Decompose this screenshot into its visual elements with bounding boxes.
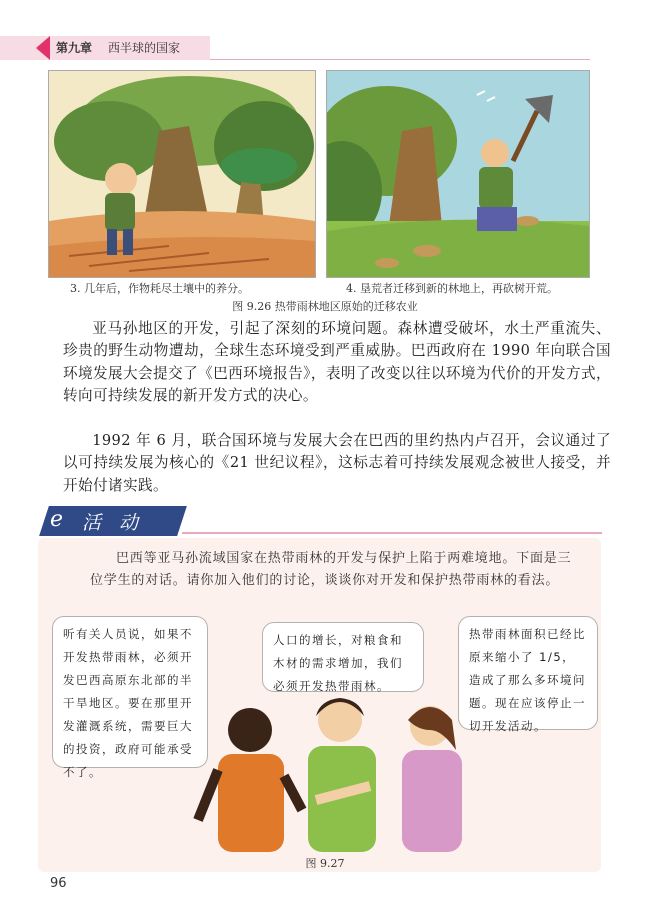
figure-caption-3: 3. 几年后，作物耗尽土壤中的养分。 [70, 282, 249, 295]
activity-rule [182, 532, 602, 534]
speech-bubble-1: 听有关人员说，如果不开发热带雨林，必须开发巴西高原东北部的半干旱地区。要在那里开发灌溉系统，需要巨大的投资，政府可能承受不了。 [52, 616, 208, 768]
chapter-number: 第九章 [56, 41, 93, 55]
chapter-marker-icon [36, 36, 50, 60]
speech-bubble-2: 人口的增长，对粮食和木材的需求增加，我们必须开发热带雨林。 [262, 622, 424, 692]
chapter-header [56, 39, 180, 56]
chapter-title: 西半球的国家 [108, 41, 181, 55]
illustration-clearing-forest [326, 70, 590, 278]
header-rule [210, 59, 590, 60]
figure-title-9-26: 图 9.26 热带雨林地区原始的迁移农业 [232, 300, 418, 313]
illustration-exhausted-soil [48, 70, 316, 278]
page-number: 96 [50, 876, 67, 891]
students-illustration [190, 690, 480, 852]
body-paragraph-1: 亚马孙地区的开发，引起了深刻的环境问题。森林遭受破坏，水土严重流失、珍贵的野生动物遭劫，全球生态环境受到严重威胁。巴西政府在 1990 年向联合国环境发展大会提交了《巴西环境报告》，表明了改变以往以环境为代价的开发方式，转向可持续发展的新开发方式的决心。 [63, 320, 611, 404]
figure-caption-4: 4. 垦荒者迁移到新的林地上，再砍树开荒。 [346, 282, 558, 295]
figure-caption-9-27: 图 9.27 [305, 857, 345, 870]
activity-title: 活 动 [82, 512, 145, 534]
activity-intro: 巴西等亚马孙流域国家在热带雨林的开发与保护上陷于两难境地。下面是三位学生的对话。请你加入他们的讨论，谈谈你对开发和保护热带雨林的看法。 [90, 551, 572, 588]
activity-e-icon: e [50, 507, 64, 532]
speech-bubble-3: 热带雨林面积已经比原来缩小了 1/5，造成了那么多环境问题。现在应该停止一切开发活动。 [458, 616, 598, 730]
body-paragraph-2: 1992 年 6 月，联合国环境与发展大会在巴西的里约热内卢召开，会议通过了以可持续发展为核心的《21 世纪议程》，这标志着可持续发展观念被世人接受，并开始付诸实践。 [63, 432, 611, 494]
